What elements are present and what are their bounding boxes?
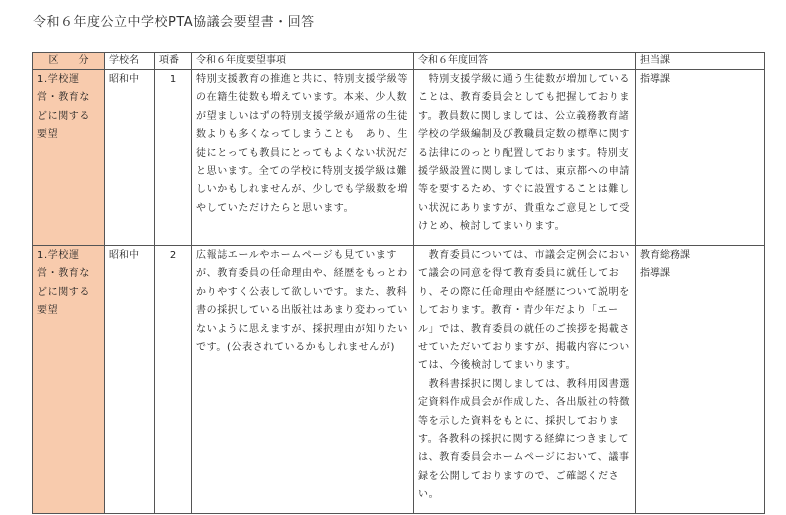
header-department: 担当課 [636,53,765,70]
row-school: 昭和中 [105,70,155,246]
table-row [33,70,765,246]
row-department: 指導課 [640,74,670,85]
document-title: 令和６年度公立中学校PTA協議会要望書・回答 [33,15,315,30]
header-number: 項番 [155,53,192,70]
row-number: 2 [155,246,192,514]
request-answer-table [32,52,765,514]
row-request: 広報誌エールやホームページも見ていますが、教育委員の任命理由や、経歴をもっとわかりやすく公表して欲しいです。また、教科書の採択している出版社はあまり変わっていないように思えますが、採択理由が知りたいです。(公表されているかもしれませんが) [192,246,414,514]
header-category: 区 分 [33,53,105,70]
table-header-row [33,53,765,70]
row-departments [636,70,765,246]
row-department: 教育総務課 [640,250,690,261]
row-answer: 特別支援学級に通う生徒数が増加していることは、教育委員会としても把握しております。教員数に関しましては、公立義務教育諸学校の学級編制及び教職員定数の標準に関する法律にのっとり配置しております。特別支援学級設置に関しましては、東京都への申請等を要するため、すぐに設置することは難しい状況にありますが、貴重なご意見として受けとめ、検討してまいります。 [414,70,636,246]
header-request: 令和６年度要望事項 [192,53,414,70]
header-answer: 令和６年度回答 [414,53,636,70]
row-department: 指導課 [640,268,670,280]
table-row [33,246,765,514]
row-departments [636,246,765,514]
row-answer: 教育委員については、市議会定例会において議会の同意を得て教育委員に就任しており、その際に任命理由や経歴について説明をしております。教育・青少年だより「エール」では、教育委員の就任のご挨拶を掲載させていただいておりますが、掲載内容については、今後検討してまいります。 教科書採択に関しましては、教科用図書選定資料作成員会が作成した、各出版社の特徴等を示した資料をもとに、採択しております。各教科の採択に関する経緯につきましては、教育委員会ホームページにおいて、議事録を公開しておりますので、ご確認ください。 [414,246,636,514]
row-number: 1 [155,70,192,246]
row-school: 昭和中 [105,246,155,514]
header-school: 学校名 [105,53,155,70]
row-category: 1.学校運営・教育などに関する要望 [33,246,105,514]
row-request: 特別支援教育の推進と共に、特別支援学級等の在籍生徒数も増えています。本来、少人数が望ましいはずの特別支援学級が通常の生徒数よりも多くなってしまうことも あり、生徒にとっても教員にとってもよくない状況だと思います。全ての学校に特別支援学級は難しいかもしれませんが、少しでも学級数を増やしていただけたらと思います。 [192,70,414,246]
row-category: 1.学校運営・教育などに関する要望 [33,70,105,246]
